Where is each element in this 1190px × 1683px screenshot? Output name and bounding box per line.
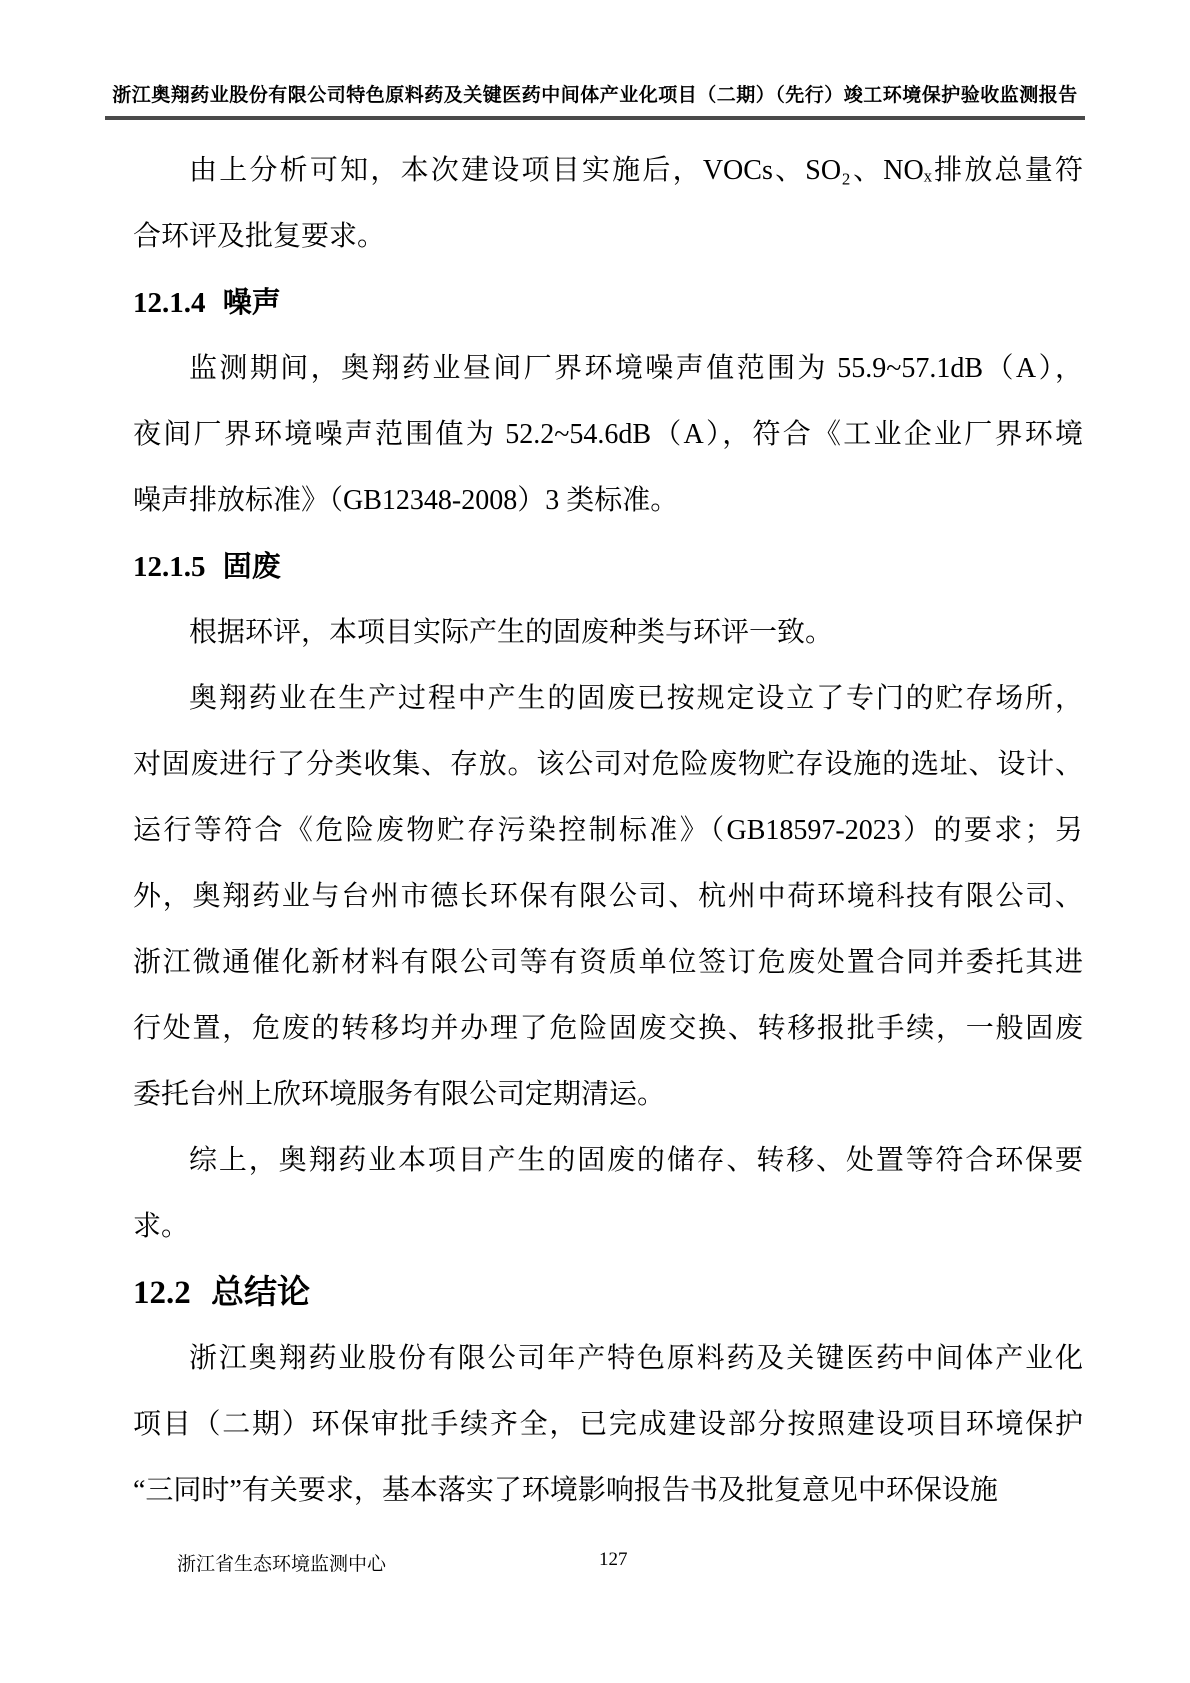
paragraph-line: 噪声排放标准》（GB12348-2008）3 类标准。 [133,485,679,516]
paragraph-line: 求。 [133,1211,190,1242]
paragraph-line: 监测期间，奥翔药业昼间厂界环境噪声值范围为 55.9~57.1dB（A）， [189,353,1083,384]
paragraph-line: 根据环评，本项目实际产生的固废种类与环评一致。 [189,617,834,648]
section-heading-12-1-4: 12.1.4 噪声 [133,287,281,319]
paragraph-line: 运行等符合《危险废物贮存污染控制标准》（GB18597-2023）的要求；另 [133,815,1083,846]
paragraph-line: 综上，奥翔药业本项目产生的固废的储存、转移、处置等符合环保要 [189,1145,1083,1176]
paragraph-line: 合环评及批复要求。 [133,221,386,252]
footer-organization: 浙江省生态环境监测中心 [177,1554,387,1575]
paragraph-line: 外，奥翔药业与台州市德长环保有限公司、杭州中荷环境科技有限公司、 [133,881,1083,912]
paragraph-line: 项目（二期）环保审批手续齐全，已完成建设部分按照建设项目环境保护 [133,1409,1083,1440]
paragraph-line: 奥翔药业在生产过程中产生的固废已按规定设立了专门的贮存场所， [189,683,1083,714]
paragraph-line: 对固废进行了分类收集、存放。该公司对危险废物贮存设施的选址、设计、 [133,749,1083,780]
paragraph-line: 行处置，危废的转移均并办理了危险固废交换、转移报批手续，一般固废 [133,1013,1083,1044]
paragraph-line: 浙江奥翔药业股份有限公司年产特色原料药及关键医药中间体产业化 [189,1343,1083,1374]
header-title: 浙江奥翔药业股份有限公司特色原料药及关键医药中间体产业化项目（二期）（先行）竣工环境保护验收监测报告 [112,85,1078,106]
document-body [133,138,1083,1524]
page-header [105,80,1085,120]
paragraph-line: 委托台州上欣环境服务有限公司定期清运。 [133,1079,666,1110]
paragraph-line: 由上分析可知，本次建设项目实施后，VOCs、SO₂、NOₓ排放总量符 [189,155,1083,186]
paragraph-line: 夜间厂界环境噪声范围值为 52.2~54.6dB（A），符合《工业企业厂界环境 [133,419,1083,450]
paragraph-line: “三同时”有关要求，基本落实了环境影响报告书及批复意见中环保设施 [133,1475,998,1506]
section-heading-12-1-5: 12.1.5 固废 [133,551,281,583]
page-number: 127 [599,1549,628,1570]
paragraph-line: 浙江微通催化新材料有限公司等有资质单位签订危废处置合同并委托其进 [133,947,1083,978]
section-heading-12-2: 12.2 总结论 [133,1275,310,1311]
